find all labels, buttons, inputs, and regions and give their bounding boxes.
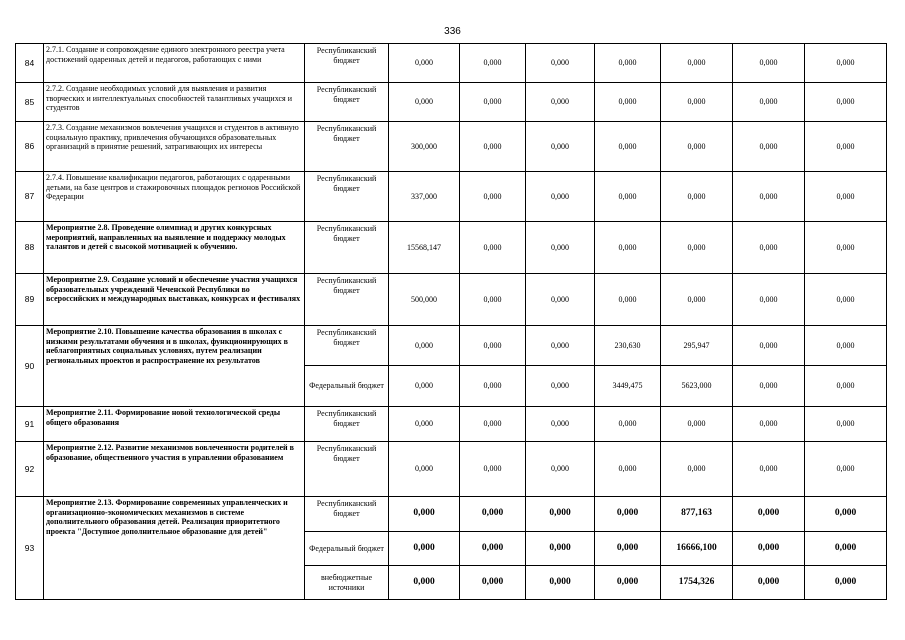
row-number: 87 xyxy=(16,172,44,222)
value-cell: 0,000 xyxy=(460,497,526,532)
value-cell: 0,000 xyxy=(661,83,733,122)
value-cell: 0,000 xyxy=(661,407,733,442)
table-row xyxy=(16,326,887,366)
value-cell: 0,000 xyxy=(389,83,460,122)
value-cell: 0,000 xyxy=(733,122,805,172)
funding-source: Республиканский бюджет xyxy=(305,83,389,122)
value-cell: 0,000 xyxy=(526,497,595,532)
value-cell: 0,000 xyxy=(805,122,887,172)
value-cell: 0,000 xyxy=(460,326,526,366)
value-cell: 0,000 xyxy=(661,222,733,274)
value-cell: 0,000 xyxy=(595,442,661,497)
value-cell: 337,000 xyxy=(389,172,460,222)
row-number: 92 xyxy=(16,442,44,497)
value-cell: 0,000 xyxy=(389,366,460,407)
row-number: 89 xyxy=(16,274,44,326)
value-cell: 0,000 xyxy=(733,366,805,407)
row-number: 91 xyxy=(16,407,44,442)
activity-name: Мероприятие 2.8. Проведение олимпиад и других конкурсных мероприятий, направленных на выявление и поддержку молодых талантов и детей с высокой мотивацией к обучению. xyxy=(44,222,305,274)
funding-source: Республиканский бюджет xyxy=(305,44,389,83)
table-row xyxy=(16,497,887,532)
funding-source: Республиканский бюджет xyxy=(305,274,389,326)
value-cell: 0,000 xyxy=(733,566,805,600)
table-row xyxy=(16,407,887,442)
value-cell: 0,000 xyxy=(526,366,595,407)
value-cell: 0,000 xyxy=(595,566,661,600)
value-cell: 0,000 xyxy=(733,44,805,83)
activity-name: 2.7.4. Повышение квалификации педагогов, работающих с одаренными детьми, на базе центров и стажировочных площадок регионов Российской Федерации xyxy=(44,172,305,222)
value-cell: 0,000 xyxy=(805,44,887,83)
value-cell: 0,000 xyxy=(805,366,887,407)
funding-source: Республиканский бюджет xyxy=(305,222,389,274)
table-body xyxy=(16,44,887,600)
value-cell: 0,000 xyxy=(526,442,595,497)
value-cell: 0,000 xyxy=(460,442,526,497)
value-cell: 0,000 xyxy=(595,172,661,222)
value-cell: 0,000 xyxy=(805,566,887,600)
activity-name: Мероприятие 2.13. Формирование современных управленческих и организационно-экономических механизмов в системе дополнительного образования детей. Реализация приоритетного проекта "Доступное дополнительное образование для детей" xyxy=(44,497,305,600)
activity-name: Мероприятие 2.9. Создание условий и обеспечение участия учащихся образовательных учреждений Чеченской Республики во всероссийских и международных выставках, конкурсах и фестивалях xyxy=(44,274,305,326)
value-cell: 0,000 xyxy=(733,274,805,326)
value-cell: 0,000 xyxy=(805,274,887,326)
value-cell: 0,000 xyxy=(526,122,595,172)
funding-source: Республиканский бюджет xyxy=(305,172,389,222)
row-number: 93 xyxy=(16,497,44,600)
value-cell: 0,000 xyxy=(805,222,887,274)
value-cell: 0,000 xyxy=(389,566,460,600)
value-cell: 1754,326 xyxy=(661,566,733,600)
value-cell: 0,000 xyxy=(526,83,595,122)
value-cell: 0,000 xyxy=(595,407,661,442)
funding-source: Республиканский бюджет xyxy=(305,442,389,497)
value-cell: 0,000 xyxy=(526,274,595,326)
value-cell: 0,000 xyxy=(805,532,887,566)
value-cell: 0,000 xyxy=(460,122,526,172)
value-cell: 0,000 xyxy=(595,274,661,326)
value-cell: 0,000 xyxy=(460,274,526,326)
value-cell: 500,000 xyxy=(389,274,460,326)
value-cell: 0,000 xyxy=(389,532,460,566)
activity-name: 2.7.3. Создание механизмов вовлечения учащихся и студентов в активную социальную практику, привлечения обучающихся образовательных организаций в принятие решений, затрагивающих их интересы xyxy=(44,122,305,172)
value-cell: 0,000 xyxy=(733,83,805,122)
value-cell: 0,000 xyxy=(389,497,460,532)
value-cell: 15568,147 xyxy=(389,222,460,274)
funding-source: Федеральный бюджет xyxy=(305,366,389,407)
table-row xyxy=(16,442,887,497)
activity-name: Мероприятие 2.12. Развитие механизмов вовлеченности родителей в образование, общественного участия в управлении образованием xyxy=(44,442,305,497)
value-cell: 0,000 xyxy=(661,44,733,83)
value-cell: 0,000 xyxy=(389,407,460,442)
row-number: 88 xyxy=(16,222,44,274)
value-cell: 0,000 xyxy=(526,44,595,83)
value-cell: 0,000 xyxy=(733,326,805,366)
value-cell: 0,000 xyxy=(733,407,805,442)
value-cell: 0,000 xyxy=(526,566,595,600)
funding-source: Республиканский бюджет xyxy=(305,122,389,172)
value-cell: 230,630 xyxy=(595,326,661,366)
value-cell: 0,000 xyxy=(805,83,887,122)
value-cell: 0,000 xyxy=(733,222,805,274)
value-cell: 0,000 xyxy=(661,274,733,326)
value-cell: 5623,000 xyxy=(661,366,733,407)
value-cell: 0,000 xyxy=(526,532,595,566)
value-cell: 0,000 xyxy=(661,122,733,172)
funding-source: внебюджетные источники xyxy=(305,566,389,600)
table-row xyxy=(16,172,887,222)
value-cell: 0,000 xyxy=(460,532,526,566)
table-row xyxy=(16,83,887,122)
funding-source: Республиканский бюджет xyxy=(305,497,389,532)
table-row xyxy=(16,122,887,172)
value-cell: 0,000 xyxy=(389,326,460,366)
value-cell: 3449,475 xyxy=(595,366,661,407)
value-cell: 295,947 xyxy=(661,326,733,366)
activity-name: 2.7.1. Создание и сопровождение единого электронного реестра учета достижений одаренных детей и педагогов, работающих с ними xyxy=(44,44,305,83)
value-cell: 0,000 xyxy=(389,44,460,83)
activity-name: Мероприятие 2.10. Повышение качества образования в школах с низкими результатами обучения и в школах, функционирующих в неблагоприятных социальных условиях, путем реализации региональных проектов и распространение их результатов xyxy=(44,326,305,407)
value-cell: 0,000 xyxy=(526,222,595,274)
funding-source: Федеральный бюджет xyxy=(305,532,389,566)
value-cell: 0,000 xyxy=(595,83,661,122)
value-cell: 0,000 xyxy=(460,366,526,407)
value-cell: 0,000 xyxy=(661,442,733,497)
value-cell: 0,000 xyxy=(733,532,805,566)
value-cell: 0,000 xyxy=(805,172,887,222)
value-cell: 0,000 xyxy=(526,407,595,442)
value-cell: 0,000 xyxy=(595,497,661,532)
value-cell: 0,000 xyxy=(526,172,595,222)
value-cell: 0,000 xyxy=(460,44,526,83)
value-cell: 0,000 xyxy=(595,532,661,566)
table-row xyxy=(16,274,887,326)
value-cell: 0,000 xyxy=(389,442,460,497)
value-cell: 0,000 xyxy=(460,83,526,122)
value-cell: 0,000 xyxy=(805,326,887,366)
value-cell: 0,000 xyxy=(733,497,805,532)
budget-table xyxy=(15,43,887,600)
value-cell: 0,000 xyxy=(460,172,526,222)
value-cell: 300,000 xyxy=(389,122,460,172)
row-number: 84 xyxy=(16,44,44,83)
value-cell: 0,000 xyxy=(460,566,526,600)
funding-source: Республиканский бюджет xyxy=(305,407,389,442)
value-cell: 0,000 xyxy=(805,442,887,497)
funding-source: Республиканский бюджет xyxy=(305,326,389,366)
row-number: 86 xyxy=(16,122,44,172)
value-cell: 0,000 xyxy=(595,122,661,172)
value-cell: 0,000 xyxy=(595,44,661,83)
row-number: 90 xyxy=(16,326,44,407)
value-cell: 0,000 xyxy=(805,407,887,442)
value-cell: 0,000 xyxy=(733,172,805,222)
value-cell: 0,000 xyxy=(460,222,526,274)
page-number: 336 xyxy=(444,26,461,37)
activity-name: 2.7.2. Создание необходимых условий для выявления и развития творческих и интеллектуальных способностей талантливых учащихся и студентов xyxy=(44,83,305,122)
value-cell: 0,000 xyxy=(661,172,733,222)
activity-name: Мероприятие 2.11. Формирование новой технологической среды общего образования xyxy=(44,407,305,442)
value-cell: 877,163 xyxy=(661,497,733,532)
value-cell: 0,000 xyxy=(526,326,595,366)
row-number: 85 xyxy=(16,83,44,122)
value-cell: 16666,100 xyxy=(661,532,733,566)
value-cell: 0,000 xyxy=(595,222,661,274)
value-cell: 0,000 xyxy=(733,442,805,497)
value-cell: 0,000 xyxy=(460,407,526,442)
value-cell: 0,000 xyxy=(805,497,887,532)
table-row xyxy=(16,222,887,274)
table-row xyxy=(16,44,887,83)
